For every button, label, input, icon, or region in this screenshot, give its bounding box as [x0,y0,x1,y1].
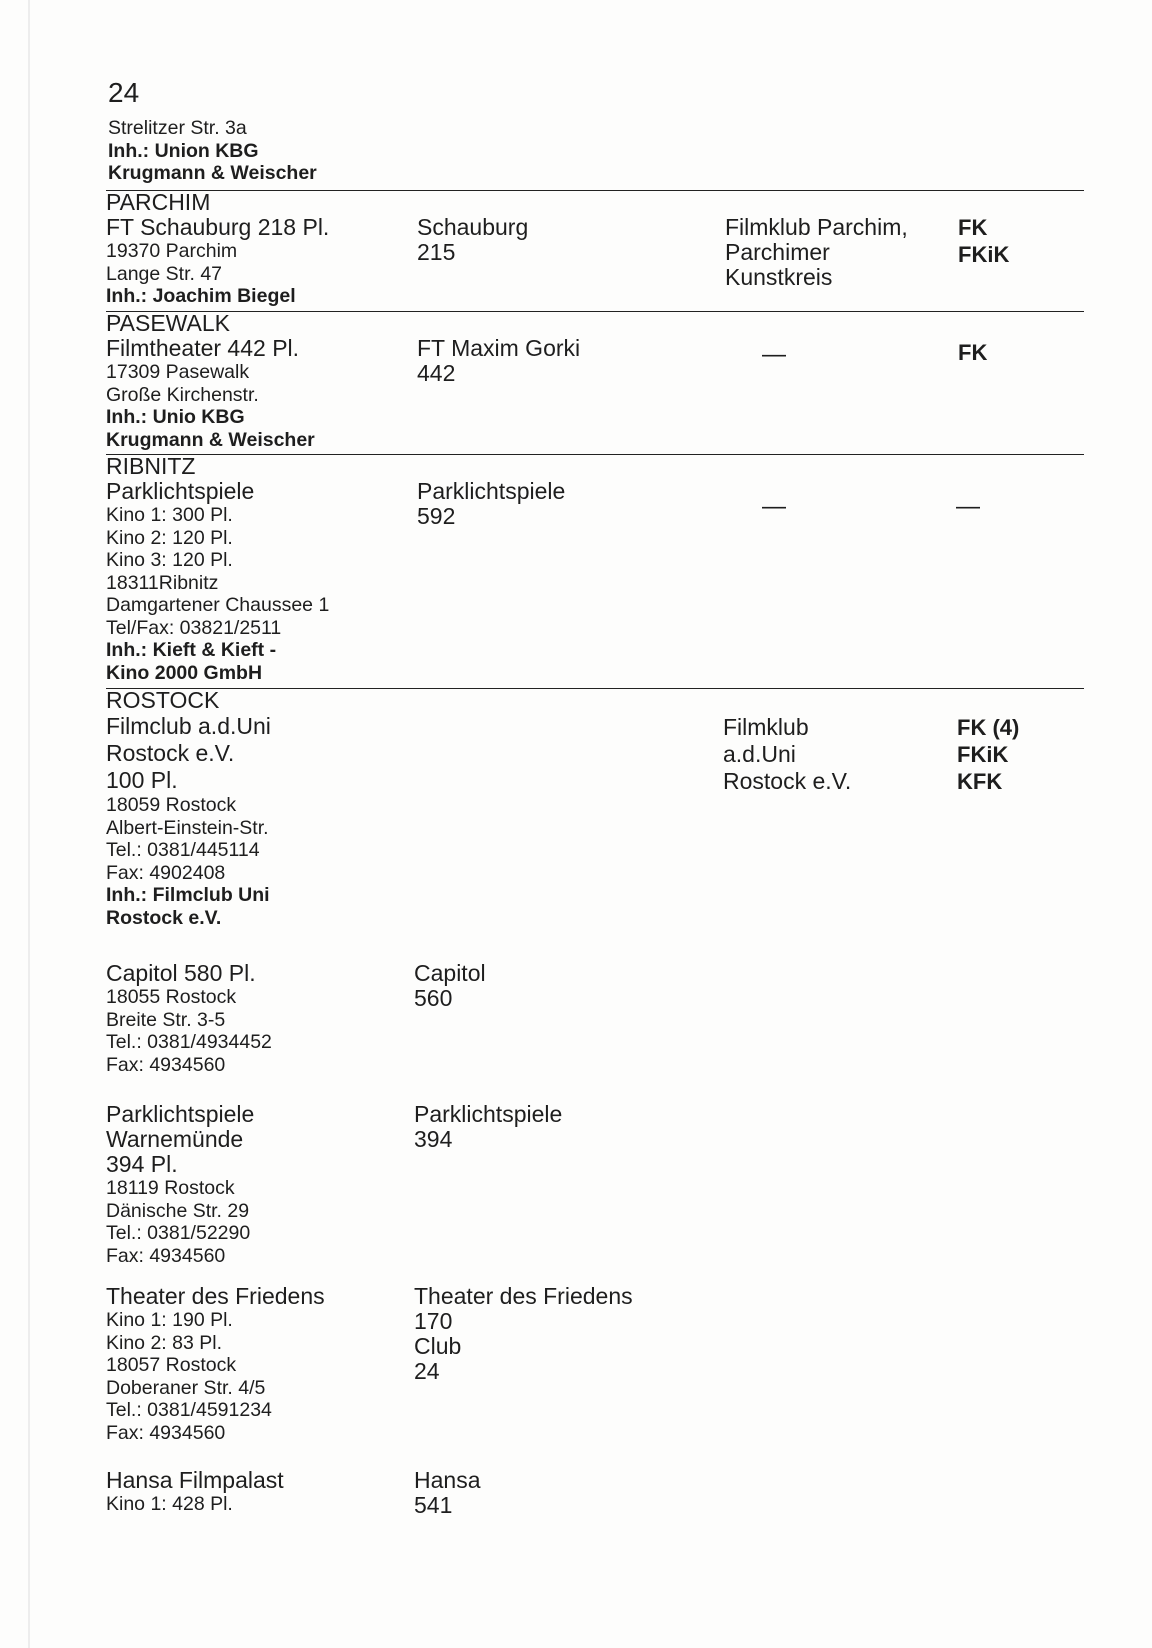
mark: FK (4) [957,715,1020,740]
cinema-name: 394 Pl. [106,1151,178,1177]
cinema-name: Filmtheater 442 Pl. [106,335,300,361]
warnemuende-prev [414,1102,562,1152]
cinema-name: Capitol 580 Pl. [106,960,256,986]
parchim-marks [958,214,1009,268]
cinema-detail: Tel/Fax: 03821/2511 [106,616,282,639]
cinema-detail: Fax: 4934560 [106,1244,226,1267]
cinema-detail: Damgartener Chaussee 1 [106,594,330,616]
prev-name: Club [414,1333,462,1359]
prev-name: Parklichtspiele [414,1101,563,1127]
parchim-club [725,215,908,290]
warnemuende-left [106,1102,254,1267]
cinema-detail: Kino 1: 428 Pl. [106,1493,233,1515]
cinema-detail: Tel.: 0381/52290 [106,1222,251,1244]
mark: FK [958,340,988,365]
hansa-left [106,1468,284,1516]
cinema-detail: Kino 3: 120 Pl. [106,549,233,571]
prev-seats: 170 [414,1308,453,1334]
cinema-detail: Dänische Str. 29 [106,1199,250,1222]
marks-dash: — [956,493,980,520]
city-heading: PARCHIM [106,189,211,215]
cinema-detail: 18119 Rostock [106,1177,235,1199]
intro-address: Strelitzer Str. 3a [108,117,247,139]
prev-name: Parklichtspiele [417,478,566,504]
club-line: Filmklub [723,714,809,740]
pasewalk-left [106,311,315,451]
cinema-name: Filmclub a.d.Uni [106,713,271,739]
prev-name: Capitol [414,960,486,986]
prev-seats: 24 [414,1358,440,1384]
cinema-detail: Fax: 4934560 [106,1421,226,1444]
ribnitz-left [106,454,329,684]
cinema-detail: Tel.: 0381/4591234 [106,1399,272,1421]
capitol-prev [414,961,486,1011]
cinema-detail: Doberaner Str. 4/5 [106,1376,266,1399]
cinema-detail: Kino 2: 83 Pl. [106,1331,222,1354]
cinema-detail: Tel.: 0381/4934452 [106,1031,272,1053]
rostock-filmclub-left [106,688,271,929]
cinema-detail: Breite Str. 3-5 [106,1008,226,1031]
prev-seats: 560 [414,985,453,1011]
cinema-name: Parklichtspiele [106,1101,255,1127]
city-heading: RIBNITZ [106,453,196,479]
club-dash: — [762,493,786,520]
prev-seats: 541 [414,1492,453,1518]
parchim-prev [417,215,528,265]
pasewalk-marks [958,339,987,366]
capitol-left [106,961,272,1076]
intro-owner-1: Inh.: Union KBG [108,139,259,162]
cinema-name: 100 Pl. [106,767,178,793]
cinema-detail: Kino 1: 300 Pl. [106,504,233,526]
mark: FKiK [958,242,1010,267]
prev-name: Schauburg [417,214,529,240]
mark: FK [958,215,988,240]
city-heading: ROSTOCK [106,687,220,713]
cinema-detail: 18055 Rostock [106,986,237,1008]
club-line: Filmklub Parchim, [725,214,908,240]
club-line: Parchimer [725,239,830,265]
cinema-name: Hansa Filmpalast [106,1467,284,1493]
rostock-filmclub-marks [957,714,1019,795]
cinema-detail: Albert-Einstein-Str. [106,816,269,839]
cinema-detail: Fax: 4902408 [106,861,226,884]
mark: FKiK [957,742,1009,767]
cinema-detail: Lange Str. 47 [106,262,223,285]
cinema-owner: Krugmann & Weischer [106,428,315,451]
rostock-filmclub-club [723,714,851,795]
mark: KFK [957,769,1003,794]
page-number: 24 [108,77,140,108]
cinema-detail: Fax: 4934560 [106,1053,226,1076]
cinema-detail: 18059 Rostock [106,794,237,816]
prev-name: FT Maxim Gorki [417,335,581,361]
ribnitz-prev [417,479,565,529]
cinema-name: Theater des Friedens [106,1283,325,1309]
cinema-detail: Tel.: 0381/445114 [106,839,260,861]
cinema-owner: Inh.: Kieft & Kieft - [106,639,277,661]
cinema-name: Warnemünde [106,1126,244,1152]
club-line: Rostock e.V. [723,768,852,794]
prev-seats: 592 [417,503,456,529]
cinema-detail: 18311Ribnitz [106,571,219,594]
parchim-left [106,190,329,308]
cinema-name: FT Schauburg 218 Pl. [106,214,330,240]
intro-owner-2: Krugmann & Weischer [108,162,317,184]
cinema-name: Parklichtspiele [106,478,255,504]
friedens-prev [414,1284,633,1384]
pasewalk-prev [417,336,580,386]
cinema-detail: Große Kirchenstr. [106,383,259,406]
cinema-detail: 18057 Rostock [106,1354,237,1376]
prev-name: Hansa [414,1467,481,1493]
club-line: Kunstkreis [725,264,833,290]
cinema-detail: 17309 Pasewalk [106,361,250,383]
cinema-owner: Inh.: Filmclub Uni [106,884,270,906]
city-heading: PASEWALK [106,310,230,336]
friedens-left [106,1284,325,1444]
club-line: a.d.Uni [723,741,796,767]
intro-block [108,117,317,185]
cinema-owner: Kino 2000 GmbH [106,661,263,684]
cinema-name: Rostock e.V. [106,740,235,766]
cinema-owner: Inh.: Unio KBG [106,406,245,428]
cinema-detail: 19370 Parchim [106,240,238,262]
prev-seats: 442 [417,360,456,386]
cinema-detail: Kino 2: 120 Pl. [106,526,233,549]
cinema-owner: Inh.: Joachim Biegel [106,285,296,307]
prev-seats: 394 [414,1126,453,1152]
hansa-prev [414,1468,480,1518]
prev-name: Theater des Friedens [414,1283,633,1309]
scan-edge [28,0,30,1648]
club-dash: — [762,341,786,368]
cinema-detail: Kino 1: 190 Pl. [106,1309,233,1331]
prev-seats: 215 [417,239,456,265]
cinema-owner: Rostock e.V. [106,906,222,929]
